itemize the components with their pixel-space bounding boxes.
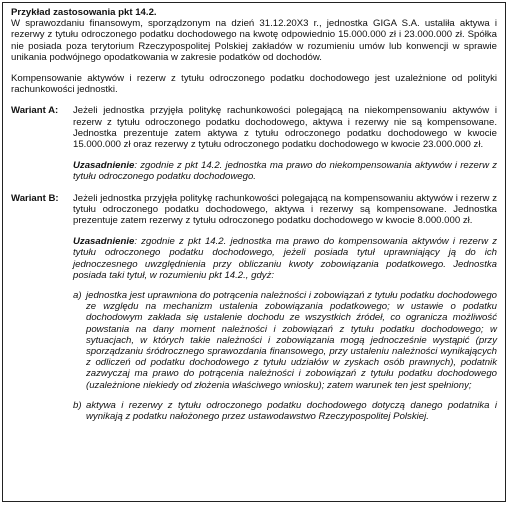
variant-b-justification-label: Uzasadnienie <box>73 236 135 248</box>
variant-b-justification <box>73 236 497 281</box>
variant-a-justification-label: Uzasadnienie <box>73 160 135 172</box>
variant-a-text: Jeżeli jednostka przyjęła politykę rachunkowości polegającą na niekompensowaniu aktywów i rezerw z tytułu odroczonego podatku dochodowego, aktywa i rezerwy nie są kompensowane. Jednostka prezentuje zatem aktywa z tytułu odroczonego podatku dochodowego w kwocie 15.000.000 zł oraz rezerwy z tytułu odroczonego podatku dochodowego w kwocie 23.000.000 zł. <box>73 105 497 151</box>
list-item-text: jednostka jest uprawniona do potrącenia należności i zobowiązań z tytułu podatku dochodowego ze względu na mechanizm ustalenia zobowiązania podatkowego; w ustawie o podatku dochodowym zakłada się ustalenie dochodu ze wszystkich źródeł, co ogranicza możliwość powstania na dany moment należności i zobowiązań z tytułu podatku dochodowego; w sytuacjach, w których takie należności i zobowiązania mogą jednocześnie wystąpić (przy sporządzaniu śródrocznego sprawozdania finansowego, przy ustaleniu należności wynikających z odliczeń od podatku dochodowego z tytułu udziałów w zyskach osób prawnych), podatnik zazwyczaj ma prawo do potrącenia należności i zobowiązań z tytułu podatku dochodowego (uzależnione niekiedy od złożenia właściwego wniosku); zatem warunek ten jest spełniony; <box>86 290 497 391</box>
variant-a <box>11 105 497 150</box>
list-item-text: aktywa i rezerwy z tytułu odroczonego podatku dochodowego dotyczą danego podatnika i wynikają z podatku nałożonego przez ustawodawstwo Rzeczypospolitej Polskiej. <box>86 399 497 423</box>
intro-paragraph: W sprawozdaniu finansowym, sporządzonym na dzień 31.12.20X3 r., jednostka GIGA S.A. ustaliła aktywa i rezerwy z tytułu odroczonego podatku dochodowego na kwotę odpowiednio 15.000.000 zł i 23.000.000 zł. Spółka nie posiada poza terytorium Rzeczypospolitej Polskiej zakładów w rozumieniu umów lub konwencji w sprawie unikania podwójnego opodatkowania w zakresie podatków od dochodów. <box>11 18 497 63</box>
variant-b-label: Wariant B: <box>11 192 59 204</box>
compensation-note: Kompensowanie aktywów i rezerw z tytułu odroczonego podatku dochodowego jest uzależnione od polityki rachunkowości jednostki. <box>11 73 497 96</box>
list-item-a <box>73 290 497 391</box>
variant-a-label: Wariant A: <box>11 105 59 117</box>
variant-b-justification-text: : zgodnie z pkt 14.2. jednostka ma prawo do kompensowania aktywów i rezerw z tytułu odroczonego podatku dochodowego, jeżeli posiada tytuł uprawniający ją do ich jednoczesnego uwzględnienia przy obliczaniu kwoty zobowiązania podatkowego. Jednostka posiada taki tytuł, w rozumieniu pkt 14.2., gdyż: <box>73 236 497 281</box>
list-marker: b) <box>73 399 82 411</box>
variant-a-justification-text: : zgodnie z pkt 14.2. jednostka ma prawo do niekompensowania aktywów i rezerw z tytułu odroczonego podatku dochodowego. <box>73 160 497 183</box>
variant-a-justification <box>73 160 497 182</box>
variant-b-text: Jeżeli jednostka przyjęła politykę rachunkowości polegającą na kompensowaniu aktywów i rezerw z tytułu odroczonego podatku dochodowego, aktywa i rezerwy są kompensowane. Jednostka prezentuje zatem rezerwy z tytułu odroczonego podatku dochodowego w kwocie 8.000.000 zł. <box>73 192 497 227</box>
list-marker: a) <box>73 290 82 302</box>
example-heading: Przykład zastosowania pkt 14.2. <box>11 7 157 18</box>
variant-b <box>11 193 497 227</box>
list-item-b <box>73 400 497 422</box>
example-box <box>2 2 506 502</box>
